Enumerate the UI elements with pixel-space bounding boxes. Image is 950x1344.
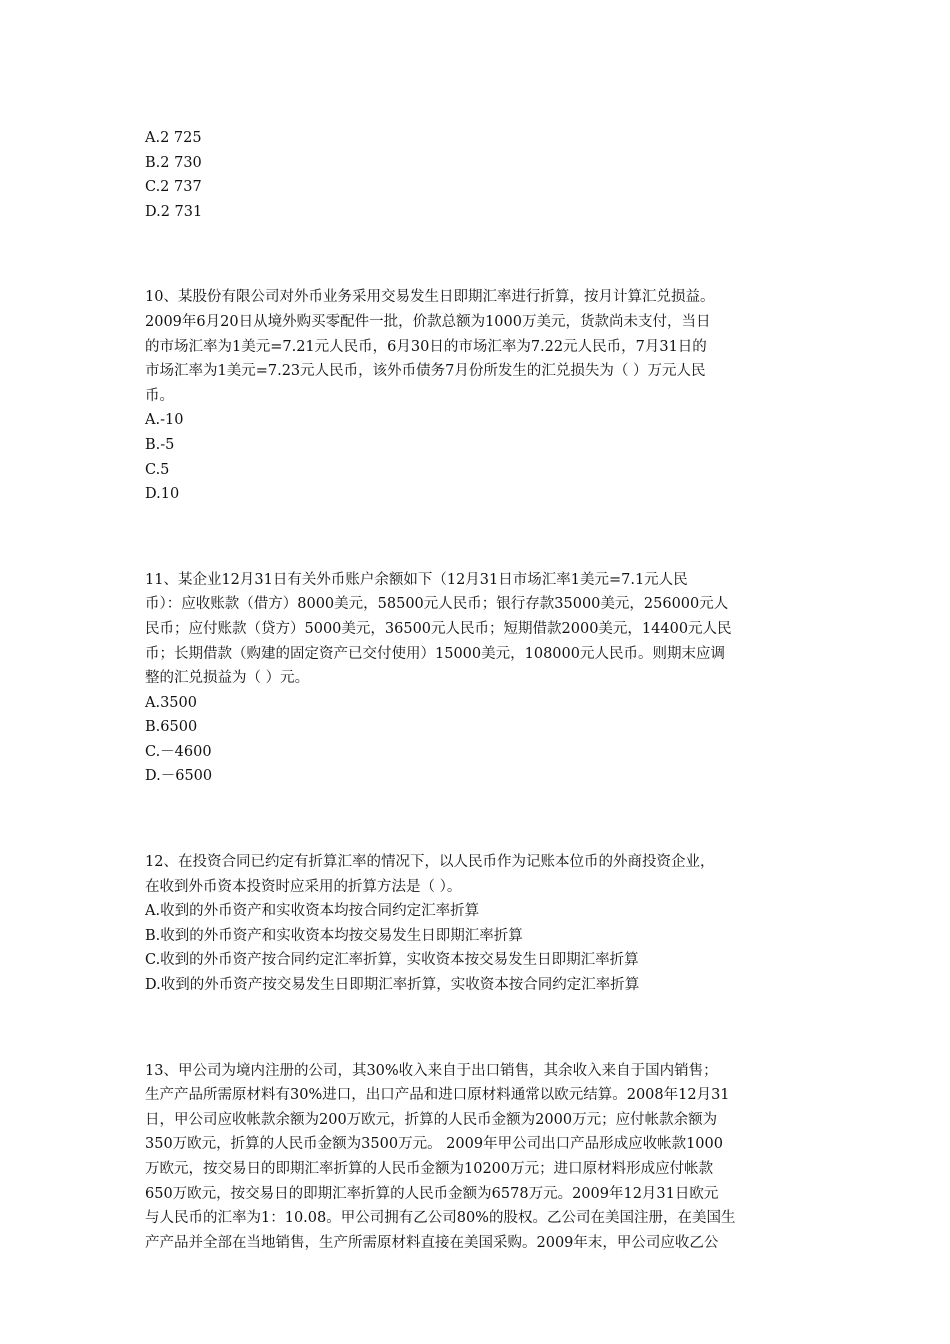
stem-line: 日，甲公司应收帐款余额为200万欧元，折算的人民币金额为2000万元；应付帐款余额为 [145,1111,718,1128]
option-d: D.－6500 [145,768,213,785]
stem-line: 10、某股份有限公司对外币业务采用交易发生日即期汇率进行折算，按月计算汇兑损益。 [145,289,715,306]
question-11 [145,568,810,789]
stem-line: 650万欧元，按交易日的即期汇率折算的人民币金额为6578万元。2009年12月31日欧元 [145,1185,719,1202]
option-b: B.-5 [145,436,175,453]
stem-line: 币。 [145,387,174,404]
option-a: A.2 725 [145,130,202,146]
question-10 [145,285,810,506]
stem-line: 市场汇率为1美元=7.23元人民币，该外币债务7月份所发生的汇兑损失为（ ）万元人民 [145,363,706,380]
option-c: C.2 737 [145,179,202,196]
stem-line: 币；长期借款（购建的固定资产已交付使用）15000美元，108000元人民币。则期末应调 [145,645,725,662]
option-b: B.2 730 [145,154,202,171]
question-stem [145,285,810,408]
option-c: C.收到的外币资产按合同约定汇率折算，实收资本按交易发生日即期汇率折算 [145,952,639,969]
option-d: D.10 [145,486,180,503]
question-13 [145,1059,810,1256]
option-a: A.3500 [145,694,197,711]
stem-line: 产产品并全部在当地销售，生产所需原材料直接在美国采购。2009年末，甲公司应收乙公 [145,1234,719,1251]
question-stem [145,1059,810,1256]
document-page [145,126,810,1255]
stem-line: 11、某企业12月31日有关外币账户余额如下（12月31日市场汇率1美元=7.1元人民 [145,571,688,588]
option-b: B.6500 [145,719,198,736]
stem-line: 与人民币的汇率为1：10.08。甲公司拥有乙公司80%的股权。乙公司在美国注册，在美国生 [145,1210,736,1227]
stem-line: 整的汇兑损益为（ ）元。 [145,670,310,687]
option-c: C.5 [145,461,170,478]
option-a: A.-10 [145,412,184,429]
stem-line: 币）：应收账款（借方）8000美元，58500元人民币；银行存款35000美元，256000元人 [145,596,729,613]
stem-line: 的市场汇率为1美元=7.21元人民币，6月30日的市场汇率为7.22元人民币，7月31日的 [145,338,707,355]
stem-line: 12、在投资合同已约定有折算汇率的情况下，以人民币作为记账本位币的外商投资企业， [145,854,715,871]
option-d: D.收到的外币资产按交易发生日即期汇率折算，实收资本按合同约定汇率折算 [145,977,640,994]
stem-line: 13、甲公司为境内注册的公司，其30%收入来自于出口销售，其余收入来自于国内销售； [145,1062,718,1079]
stem-line: 民币；应付账款（贷方）5000美元，36500元人民币；短期借款2000美元，14400元人民 [145,620,732,637]
stem-line: 在收到外币资本投资时应采用的折算方法是（ ）。 [145,878,462,895]
option-c: C.－4600 [145,743,212,760]
stem-line: 2009年6月20日从境外购买零配件一批，价款总额为1000万美元，货款尚未支付，当日 [145,313,711,330]
stem-line: 生产产品所需原材料有30%进口，出口产品和进口原材料通常以欧元结算。2008年12月31 [145,1087,730,1104]
question-12 [145,850,810,998]
option-a: A.收到的外币资产和实收资本均按合同约定汇率折算 [145,903,480,920]
question-9-options [145,126,810,224]
option-d: D.2 731 [145,203,203,220]
option-b: B.收到的外币资产和实收资本均按交易发生日即期汇率折算 [145,927,523,944]
stem-line: 万欧元，按交易日的即期汇率折算的人民币金额为10200万元；进口原材料形成应付帐款 [145,1161,714,1177]
question-stem [145,568,810,691]
stem-line: 350万欧元，折算的人民币金额为3500万元。 2009年甲公司出口产品形成应收帐款1000 [145,1136,723,1153]
question-stem [145,850,810,899]
